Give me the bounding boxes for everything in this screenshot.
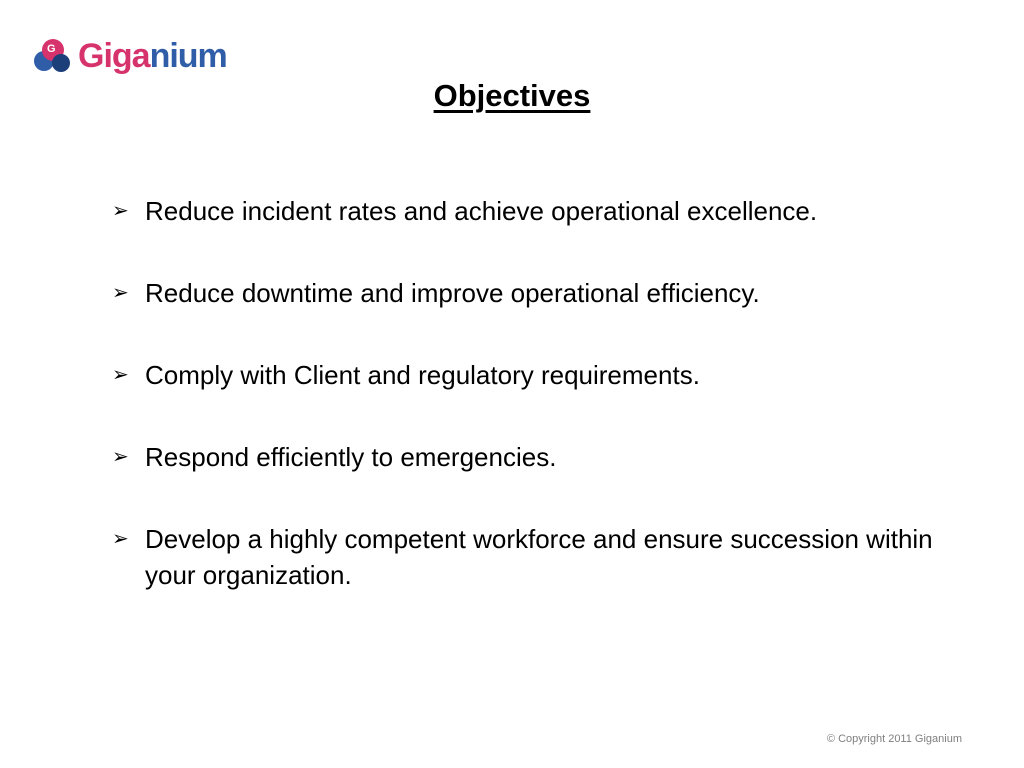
list-item-text: Develop a highly competent workforce and ensure succession within your organization. (145, 524, 933, 590)
logo-mark-letter: G (47, 43, 56, 55)
arrow-bullet-icon: ➢ (112, 528, 129, 550)
list-item-text: Respond efficiently to emergencies. (145, 442, 557, 472)
logo-circle-navy (52, 54, 70, 72)
list-item-text: Comply with Client and regulatory requirements. (145, 360, 700, 390)
list-item (112, 521, 952, 593)
list-item (112, 439, 952, 475)
list-item (112, 193, 952, 229)
list-item-text: Reduce incident rates and achieve operational excellence. (145, 196, 818, 226)
copyright-footer: © Copyright 2011 Giganium (826, 733, 962, 745)
arrow-bullet-icon: ➢ (112, 282, 129, 304)
logo-mark-icon (34, 37, 72, 75)
arrow-bullet-icon: ➢ (112, 200, 129, 222)
list-item (112, 275, 952, 311)
giganium-logo (34, 34, 227, 78)
arrow-bullet-icon: ➢ (112, 364, 129, 386)
logo-wordmark-part1: Giga (78, 37, 150, 75)
list-item (112, 357, 952, 393)
slide-title: Objectives (433, 78, 591, 113)
logo-wordmark (78, 39, 227, 73)
arrow-bullet-icon: ➢ (112, 446, 129, 468)
logo-wordmark-part2: nium (149, 37, 227, 75)
objectives-list (112, 193, 952, 639)
list-item-text: Reduce downtime and improve operational efficiency. (145, 278, 760, 308)
